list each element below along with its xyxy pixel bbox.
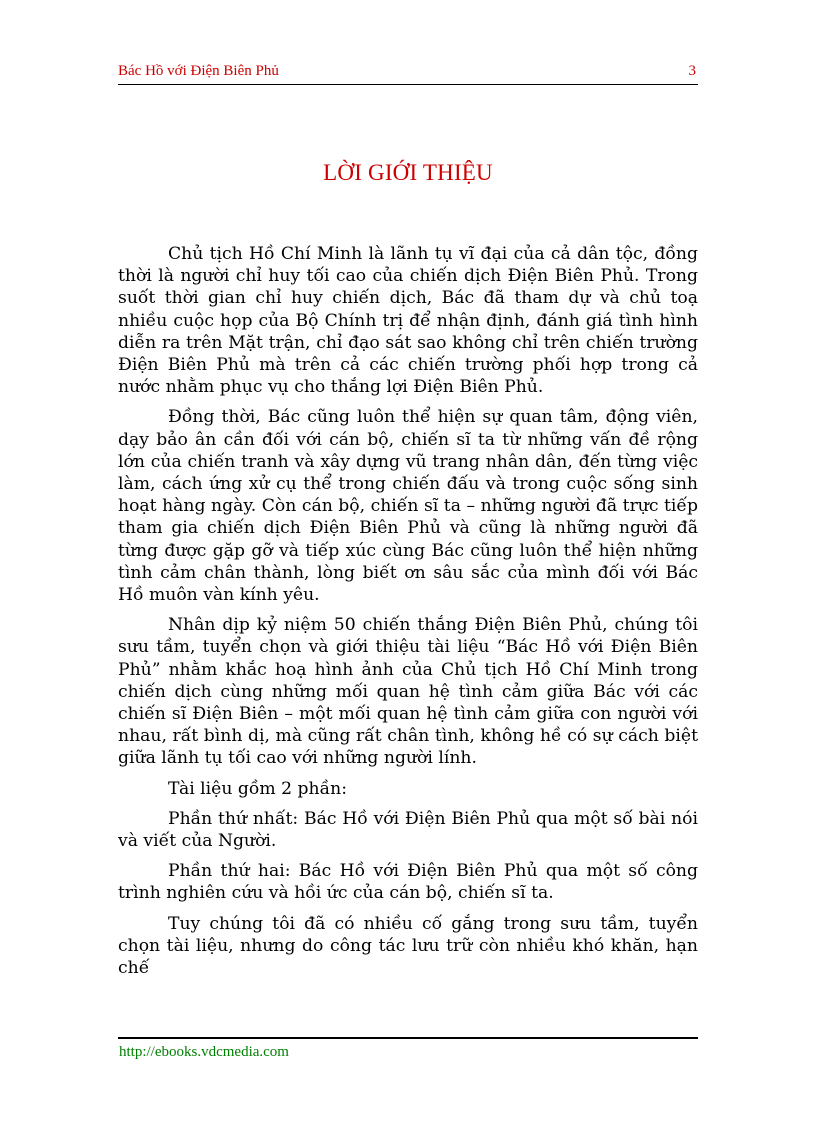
footer-url-link[interactable]: http://ebooks.vdcmedia.com — [119, 1044, 289, 1060]
footer-divider — [118, 1037, 698, 1039]
page-header — [118, 62, 698, 85]
body-text — [118, 243, 698, 987]
paragraph: Tài liệu gồm 2 phần: — [168, 778, 348, 799]
paragraph: Phần thứ hai: Bác Hồ với Điện Biên Phủ qua một số công trình nghiên cứu và hồi ức của cán bộ, chiến sĩ ta. — [118, 861, 698, 904]
paragraph: Đồng thời, Bác cũng luôn thể hiện sự quan tâm, động viên, dạy bảo ân cần đối với cán bộ, chiến sĩ ta từ những vấn đề rộng lớn của chiến tranh và xây dựng vũ trang nhân dân, đến từng việc làm, cách ứng xử cụ thể trong chiến đấu và trong cuộc sống sinh hoạt hàng ngày. Còn cán bộ, chiến sĩ ta – những người đã trực tiếp tham gia chiến dịch Điện Biên Phủ và cũng là những người đã từng được gặp gỡ và tiếp xúc cùng Bác cũng luôn thể hiện những tình cảm chân thành, lòng biết ơn sâu sắc của mình đối với Bác Hồ muôn vàn kính yêu. — [118, 407, 698, 606]
page-number: 3 — [688, 63, 696, 79]
paragraph: Tuy chúng tôi đã có nhiều cố gắng trong sưu tầm, tuyển chọn tài liệu, nhưng do công tác lưu trữ còn nhiều khó khăn, hạn chế — [118, 913, 698, 979]
running-title: Bác Hồ với Điện Biên Phủ — [118, 63, 279, 79]
paragraph: Phần thứ nhất: Bác Hồ với Điện Biên Phủ qua một số bài nói và viết của Người. — [118, 808, 698, 852]
paragraph: Nhân dịp kỷ niệm 50 chiến thắng Điện Biên Phủ, chúng tôi sưu tầm, tuyển chọn và giới thiệu tài liệu “Bác Hồ với Điện Biên Phủ” nhằm khắc hoạ hình ảnh của Chủ tịch Hồ Chí Minh trong chiến dịch cùng những mối quan hệ tình cảm giữa Bác với các chiến sĩ Điện Biên – một mối quan hệ tình cảm giữa con người với nhau, rất bình dị, mà cũng rất chân tình, không hề có sự cách biệt giữa lãnh tụ tối cao với những người lính. — [118, 615, 698, 769]
paragraph: Chủ tịch Hồ Chí Minh là lãnh tụ vĩ đại của cả dân tộc, đồng thời là người chỉ huy tối cao của chiến dịch Điện Biên Phủ. Trong suốt thời gian chỉ huy chiến dịch, Bác đã tham dự và chủ toạ nhiều cuộc họp của Bộ Chính trị để nhận định, đánh giá tình hình diễn ra trên Mặt trận, chỉ đạo sát sao không chỉ trên chiến trường Điện Biên Phủ mà trên cả các chiến trường phối hợp trong cả nước nhằm phục vụ cho thắng lợi Điện Biên Phủ. — [118, 244, 698, 398]
page-title: LỜI GIỚI THIỆU — [323, 160, 493, 185]
